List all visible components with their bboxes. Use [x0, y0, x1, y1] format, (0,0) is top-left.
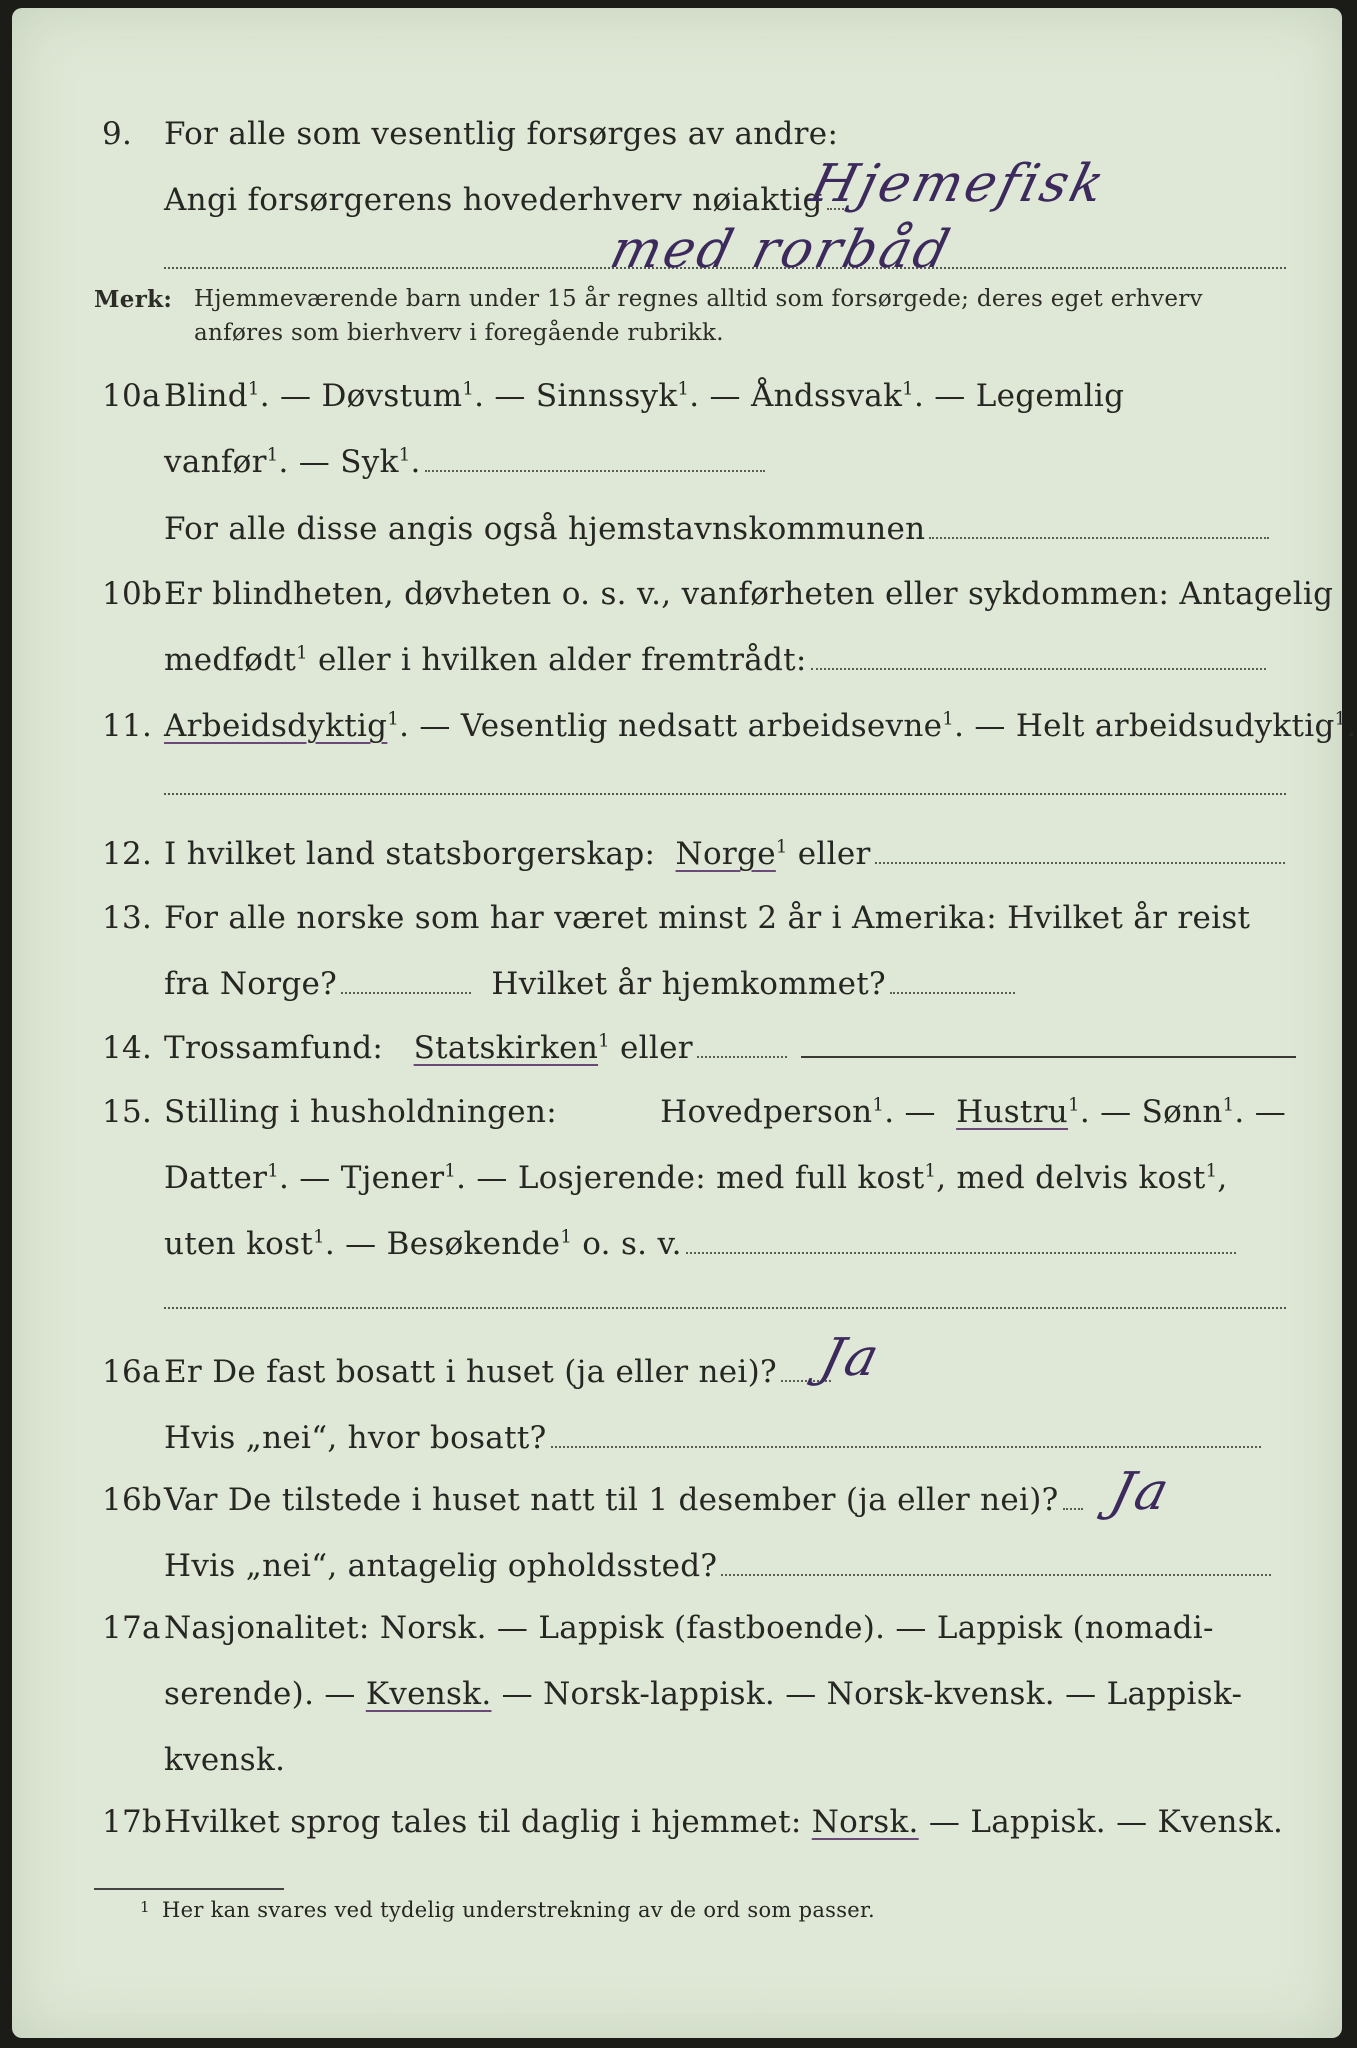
option-syk: . — Syk — [278, 444, 399, 480]
option-osv: o. s. v. — [572, 1226, 682, 1262]
footnote-ref: 1 — [398, 444, 411, 466]
footnote-ref: 1 — [1205, 1160, 1218, 1182]
handwritten-answer-bosatt: Ja — [814, 1328, 888, 1388]
question-text-line-b: Hvilket år hjemkommet? — [491, 966, 886, 1002]
question-text-line: Angi forsørgerens hovederhverv nøiaktig — [164, 182, 823, 218]
option-full-kost: . — Losjerende: med full kost — [456, 1160, 925, 1196]
question-text — [164, 1482, 1083, 1532]
footnote-ref: 1 — [296, 642, 308, 664]
question-number: 10b — [102, 576, 163, 612]
option-medfodt: medfødt — [164, 642, 297, 678]
punctuation: . — — [884, 1094, 936, 1130]
footnote-ref: 1 — [462, 378, 475, 400]
question-number: 9. — [102, 116, 133, 152]
option-tjener: . — Tjener — [278, 1160, 445, 1196]
question-text: For alle som vesentlig forsørges av andre: — [164, 116, 839, 152]
footnote-ref: 1 — [775, 836, 788, 858]
question-text-line-b: — Lappisk. — Kvensk. — [918, 1804, 1284, 1840]
question-number: 14. — [102, 1030, 153, 1066]
footnote-ref: 1 — [924, 1160, 937, 1182]
question-text: Nasjonalitet: Norsk. — Lappisk (fastboende). — Lappisk (nomadi- — [164, 1610, 1214, 1646]
question-number: 17a — [102, 1610, 161, 1646]
option-norge-underlined: Norge — [675, 836, 776, 872]
question-text-line: Stilling i husholdningen: — [164, 1094, 557, 1130]
question-number: 11. — [102, 708, 153, 744]
census-form-page — [12, 8, 1357, 2038]
question-text-3: kvensk. — [164, 1742, 286, 1778]
question-text-3 — [164, 1226, 1236, 1276]
punctuation: . — [1346, 708, 1357, 744]
handwritten-answer-tilstede: Ja — [1104, 1462, 1178, 1522]
question-text — [164, 708, 1357, 758]
footnote-ref: 1 — [677, 378, 690, 400]
note-text: Hjemmeværende barn under 15 år regnes alltid som forsørgede; deres eget erhverv — [194, 286, 1203, 312]
option-nomadiserende: serende). — — [164, 1676, 356, 1712]
option-legemlig: . — Legemlig — [913, 378, 1125, 414]
question-text-2 — [164, 444, 765, 494]
footnote-mark: 1 — [140, 1898, 150, 1916]
option-nedsatt: . — Vesentlig nedsatt arbeidsevne — [399, 708, 943, 744]
question-text-2 — [164, 966, 1015, 1016]
footnote-rule — [94, 1888, 284, 1890]
punctuation: . — — [1234, 1094, 1286, 1130]
question-text-2 — [164, 1420, 1261, 1470]
question-text-2 — [164, 1548, 1271, 1598]
question-number: 16a — [102, 1354, 161, 1390]
option-uten-kost: uten kost — [164, 1226, 314, 1262]
question-number: 15. — [102, 1094, 153, 1130]
question-text-2 — [164, 1676, 1242, 1726]
footnote-ref: 1 — [387, 708, 400, 730]
footnote-ref: 1 — [942, 708, 955, 730]
punctuation: , — [1217, 1160, 1228, 1196]
option-andssvak: . — Åndssvak — [689, 378, 903, 414]
option-kvensk-underlined: Kvensk. — [365, 1676, 492, 1712]
footnote-ref: 1 — [266, 444, 279, 466]
option-eller: eller — [609, 1030, 693, 1066]
question-text-line: Hvilket sprog tales til daglig i hjemmet: — [164, 1804, 802, 1840]
question-number: 16b — [102, 1482, 163, 1518]
question-text-line: Hvis „nei“, antagelig opholdssted? — [164, 1548, 718, 1584]
option-hovedperson: Hovedperson — [660, 1094, 873, 1130]
question-text-line: fra Norge? — [164, 966, 338, 1002]
footnote-ref: 1 — [247, 378, 260, 400]
option-delvis-kost: , med delvis kost — [936, 1160, 1206, 1196]
question-text-line: For alle disse angis også hjemstavnskommunen — [164, 511, 926, 547]
question-text-line: — Norsk-lappisk. — Norsk-kvensk. — Lappisk- — [491, 1676, 1243, 1712]
footnote-ref: 1 — [1222, 1094, 1235, 1116]
question-text — [164, 836, 1285, 886]
option-datter: Datter — [164, 1160, 268, 1196]
answer-rule — [164, 792, 1286, 795]
option-vanfor: vanfør — [164, 444, 267, 480]
question-text — [164, 1804, 1283, 1854]
note-label: Merk: — [94, 286, 173, 313]
footnote-ref: 1 — [1068, 1094, 1080, 1116]
question-text-line: Trossamfund: — [164, 1030, 384, 1066]
question-text — [164, 1030, 1296, 1080]
footnote-ref: 1 — [444, 1160, 457, 1182]
footnote-ref: 1 — [598, 1030, 610, 1052]
question-number: 17b — [102, 1804, 163, 1840]
question-text-2 — [164, 642, 1266, 692]
option-dovstum: . — Døvstum — [259, 378, 463, 414]
option-arbeidsdyktig-underlined: Arbeidsdyktig — [164, 708, 388, 744]
option-besokende: . — Besøkende — [324, 1226, 561, 1262]
punctuation: . — [410, 444, 421, 480]
question-number: 13. — [102, 900, 153, 936]
footnote-ref: 1 — [560, 1226, 573, 1248]
answer-rule — [164, 1306, 1286, 1309]
footnote-ref: 1 — [1334, 708, 1347, 730]
option-norsk-underlined: Norsk. — [811, 1804, 919, 1840]
option-udyktig: . — Helt arbeidsudyktig — [954, 708, 1335, 744]
footnote-ref: 1 — [313, 1226, 325, 1248]
option-sinnssyk: . — Sinnssyk — [474, 378, 678, 414]
question-text-3 — [164, 511, 1269, 561]
note-text-2: anføres som bierhverv i foregående rubrikk. — [194, 320, 724, 346]
footnote-text: Her kan svares ved tydelig understrekning av de ord som passer. — [162, 1898, 876, 1922]
question-text-line: Var De tilstede i huset natt til 1 desember (ja eller nei)? — [164, 1482, 1059, 1518]
question-text: For alle norske som har været minst 2 år i Amerika: Hvilket år reist — [164, 900, 1251, 936]
option-hustru-underlined: Hustru — [956, 1094, 1069, 1130]
footnote-ref: 1 — [267, 1160, 279, 1182]
question-number: 10a — [102, 378, 161, 414]
question-text — [164, 1354, 831, 1404]
option-statskirken-underlined: Statskirken — [413, 1030, 599, 1066]
handwritten-answer-occupation: Hjemefisk — [804, 154, 1113, 214]
option-sonn: . — Sønn — [1079, 1094, 1223, 1130]
question-text-line: Er De fast bosatt i huset (ja eller nei)? — [164, 1354, 777, 1390]
option-eller: eller — [787, 836, 871, 872]
footnote-ref: 1 — [902, 378, 914, 400]
question-text-line: eller i hvilken alder fremtrådt: — [307, 642, 807, 678]
question-text-line: Hvis „nei“, hvor bosatt? — [164, 1420, 547, 1456]
question-text — [164, 1094, 1286, 1144]
question-text — [164, 378, 1286, 428]
question-text-2 — [164, 1160, 1286, 1210]
question-number: 12. — [102, 836, 153, 872]
question-text-line: I hvilket land statsborgerskap: — [164, 836, 656, 872]
footnote-ref: 1 — [872, 1094, 885, 1116]
handwritten-answer-occupation-2: med rorbåd — [604, 220, 958, 280]
question-text: Er blindheten, døvheten o. s. v., vanførheten eller sykdommen: Antagelig — [164, 576, 1334, 612]
option-blind: Blind — [164, 378, 248, 414]
